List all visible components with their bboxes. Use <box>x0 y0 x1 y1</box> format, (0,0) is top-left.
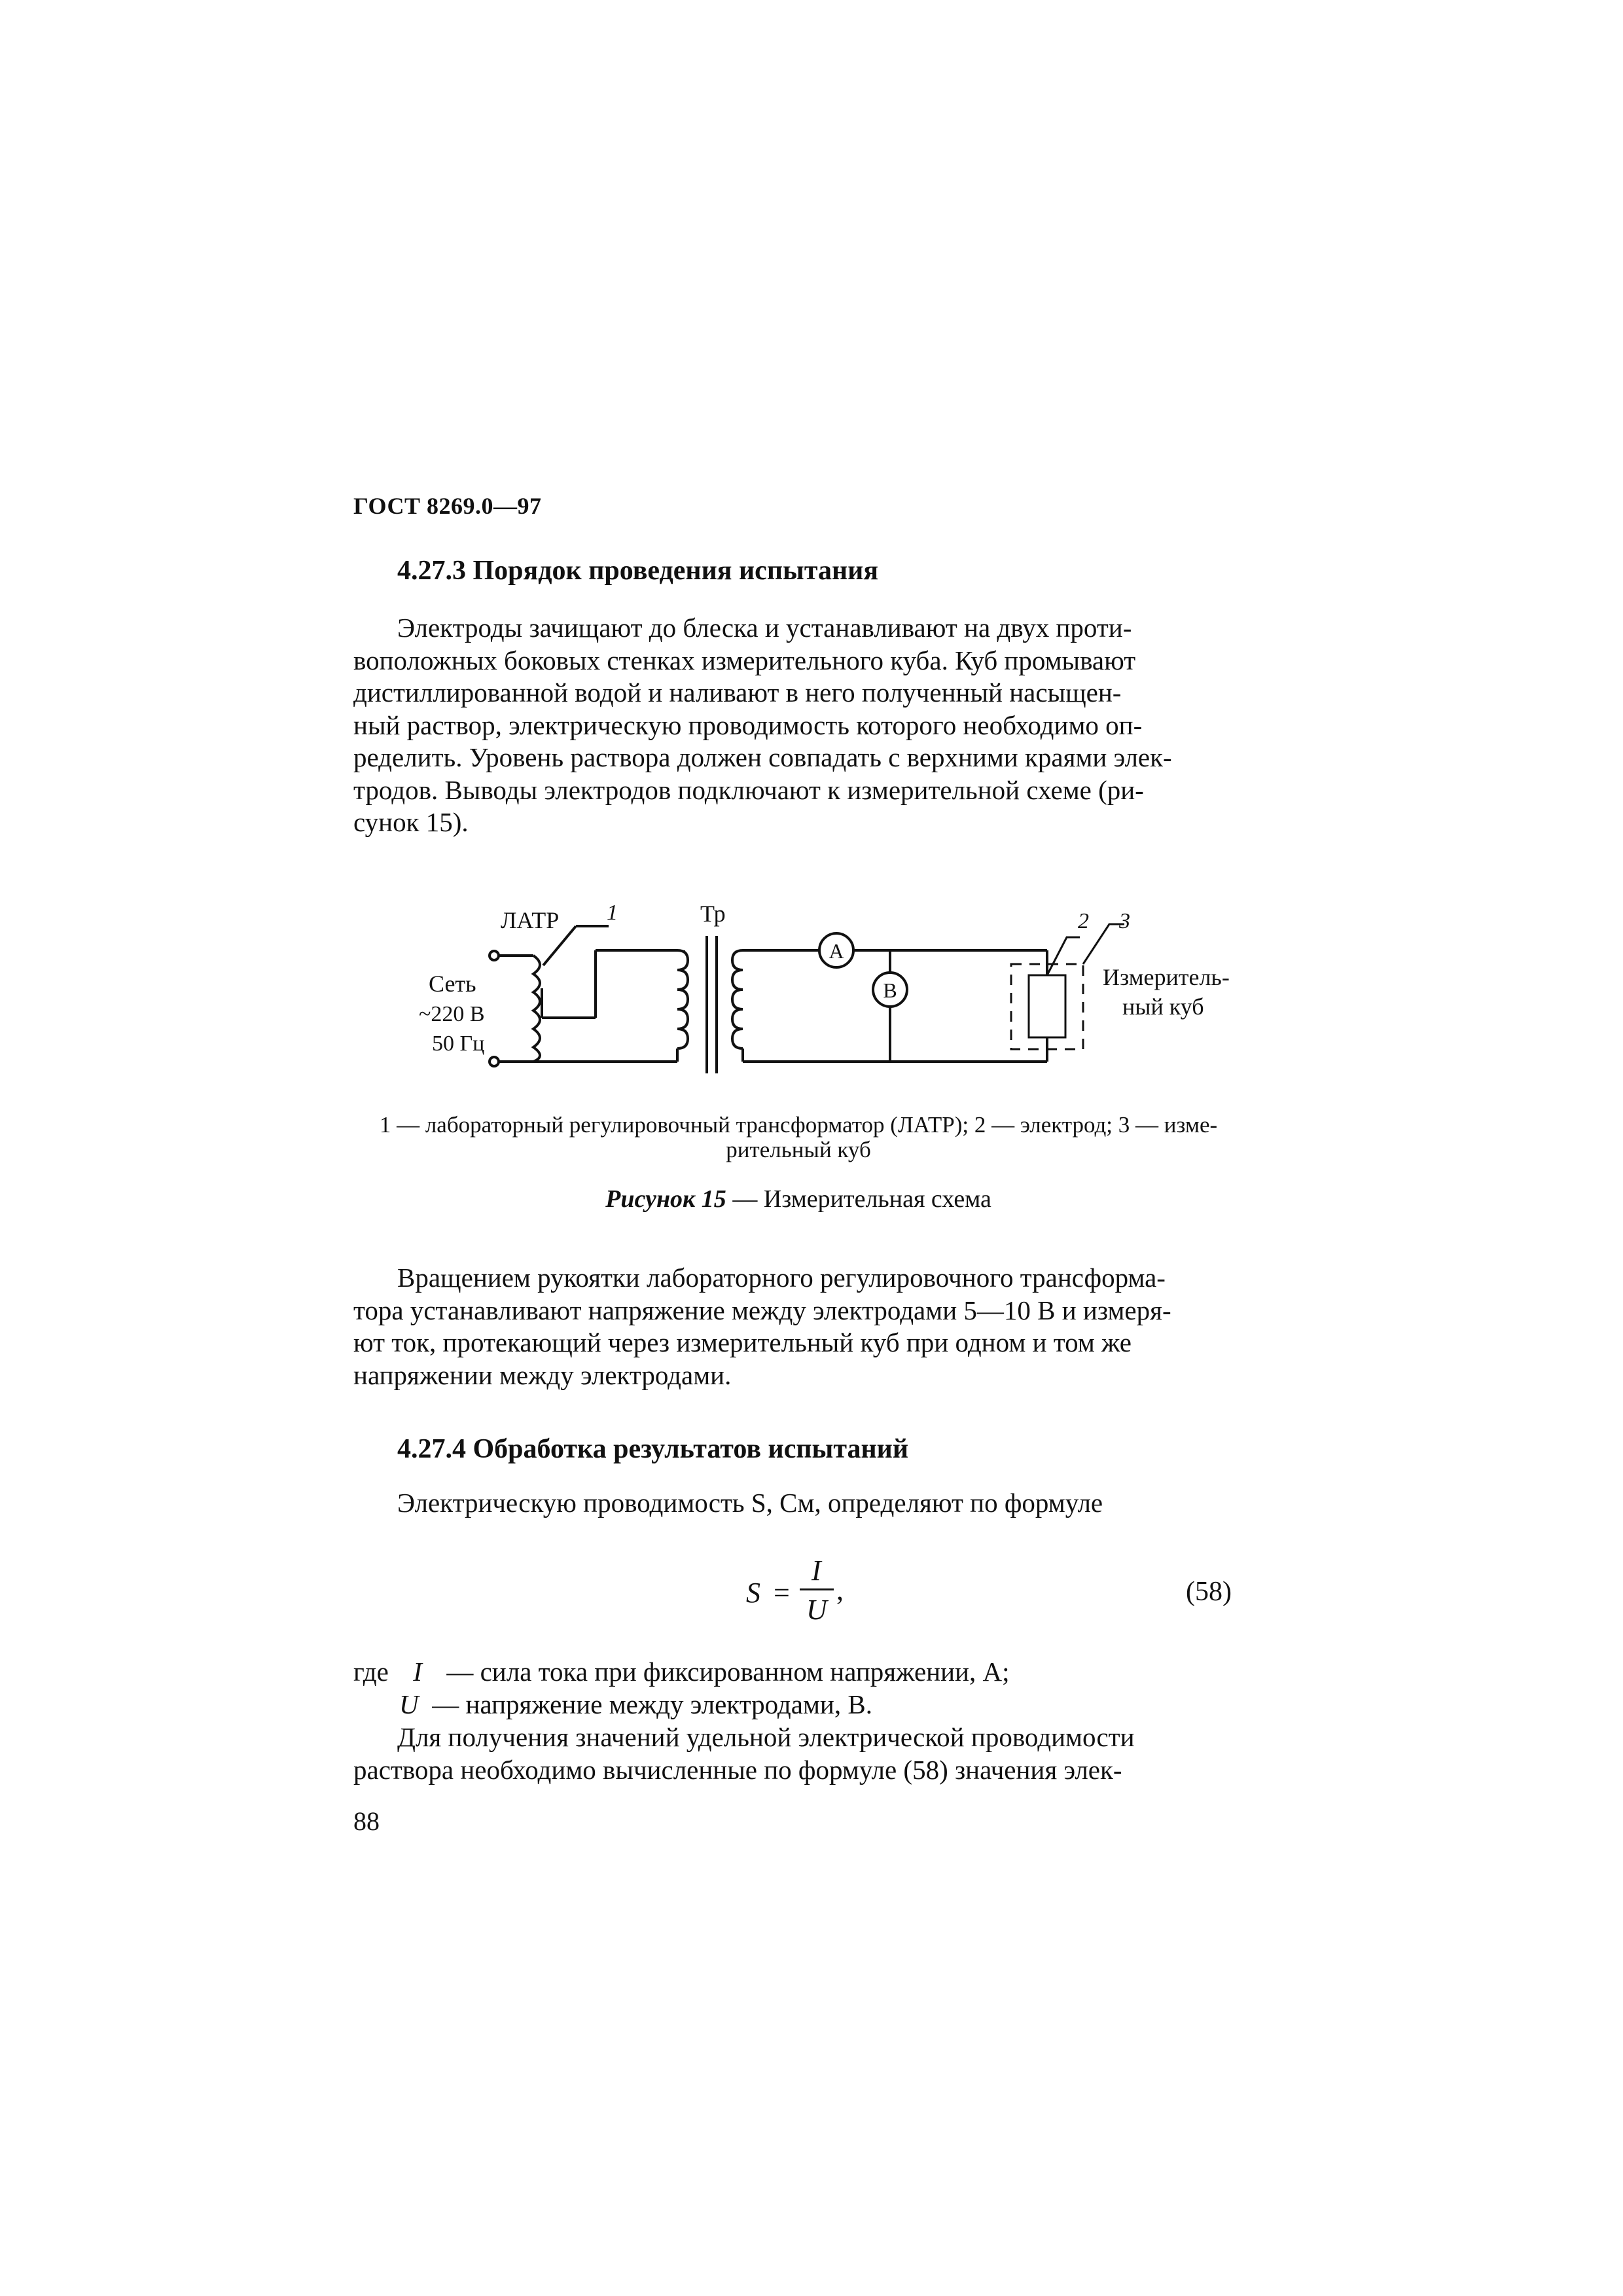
text-line: сунок 15). <box>353 807 469 837</box>
label-voltage: ~220 В <box>419 1002 485 1026</box>
mains-terminal-bottom <box>490 1057 499 1066</box>
caption-label: Рисунок 15 <box>605 1185 726 1213</box>
text-line: ный раствор, электрическую проводимость которого необходимо оп- <box>353 709 1143 740</box>
formula-intro: Электрическую проводимость S, См, определяют по формуле <box>397 1488 1103 1518</box>
section-heading-4-27-3: 4.27.3 Порядок проведения испытания <box>397 556 879 586</box>
text-line: тродов. Выводы электродов подключают к измерительной схеме (ри- <box>353 774 1144 805</box>
transformer-secondary-coil <box>732 950 743 1062</box>
label-num-3: 3 <box>1119 909 1130 933</box>
fraction-bar <box>800 1588 834 1590</box>
label-tr: Тр <box>700 901 726 927</box>
transformer-primary-coil <box>677 950 688 1062</box>
where-symbol: U <box>399 1689 419 1719</box>
text-line: дистиллированной водой и наливают в него полученный насыщен- <box>353 677 1122 708</box>
label-ammeter: А <box>829 939 844 963</box>
formula-numerator: I <box>812 1554 821 1587</box>
label-cube-line1: Измеритель- <box>1103 964 1230 990</box>
label-latr: ЛАТР <box>501 907 560 933</box>
where-symbol: I <box>413 1657 422 1687</box>
text-line: тора устанавливают напряжение между электродами 5—10 В и измеря- <box>353 1295 1171 1325</box>
page-number: 88 <box>353 1806 380 1836</box>
paragraph-closing <box>353 1721 1240 1786</box>
paragraph-procedure <box>353 612 1240 839</box>
text-line: Для получения значений удельной электрической проводимости <box>397 1722 1135 1752</box>
formula-lhs: S <box>746 1577 760 1609</box>
section-heading-4-27-4: 4.27.4 Обработка результатов испытаний <box>397 1434 909 1464</box>
label-frequency: 50 Гц <box>432 1031 485 1056</box>
text-line: раствора необходимо вычисленные по формуле (58) значения элек- <box>353 1754 1122 1785</box>
formula-number: (58) <box>1186 1577 1232 1607</box>
where-text: сила тока при фиксированном напряжении, А; <box>480 1657 1010 1687</box>
where-clause-1 <box>353 1656 1009 1689</box>
text-line: напряжении между электродами. <box>353 1359 732 1390</box>
formula-equals: = <box>774 1577 790 1609</box>
text-line: воположных боковых стенках измерительного куба. Куб промывают <box>353 645 1136 675</box>
where-dash: — <box>446 1657 474 1687</box>
electrode-pair <box>1029 975 1065 1037</box>
figure-legend <box>340 1113 1257 1162</box>
figure-caption <box>340 1185 1257 1213</box>
text-line: ределить. Уровень раствора должен совпадать с верхними краями элек- <box>353 742 1172 772</box>
where-dash: — <box>432 1689 459 1719</box>
formula-comma: , <box>836 1574 844 1606</box>
text-line: Электроды зачищают до блеска и устанавливают на двух проти- <box>397 613 1132 643</box>
caption-text: — Измерительная схема <box>726 1185 991 1213</box>
where-text: напряжение между электродами, В. <box>465 1689 872 1719</box>
mains-terminal-top <box>490 951 499 960</box>
where-prefix: где <box>353 1657 389 1687</box>
latr-coil <box>533 956 540 1062</box>
running-header: ГОСТ 8269.0—97 <box>353 493 542 519</box>
text-line: Вращением рукоятки лабораторного регулировочного трансформа- <box>397 1263 1166 1293</box>
label-mains: Сеть <box>429 971 476 997</box>
formula-denominator: U <box>806 1594 827 1626</box>
label-num-1: 1 <box>607 901 618 925</box>
paragraph-rotation <box>353 1262 1240 1391</box>
legend-line: 1 — лабораторный регулировочный трансформатор (ЛАТР); 2 — электрод; 3 — изме- <box>379 1112 1218 1138</box>
text-line: ют ток, протекающий через измерительный куб при одном и том же <box>353 1327 1132 1357</box>
label-cube-line2: ный куб <box>1122 994 1204 1020</box>
legend-line: рительный куб <box>726 1137 871 1162</box>
where-clause-2 <box>399 1689 872 1721</box>
label-voltmeter: В <box>883 978 897 1002</box>
measurement-circuit-diagram <box>419 890 1230 1100</box>
label-num-2: 2 <box>1078 909 1089 933</box>
